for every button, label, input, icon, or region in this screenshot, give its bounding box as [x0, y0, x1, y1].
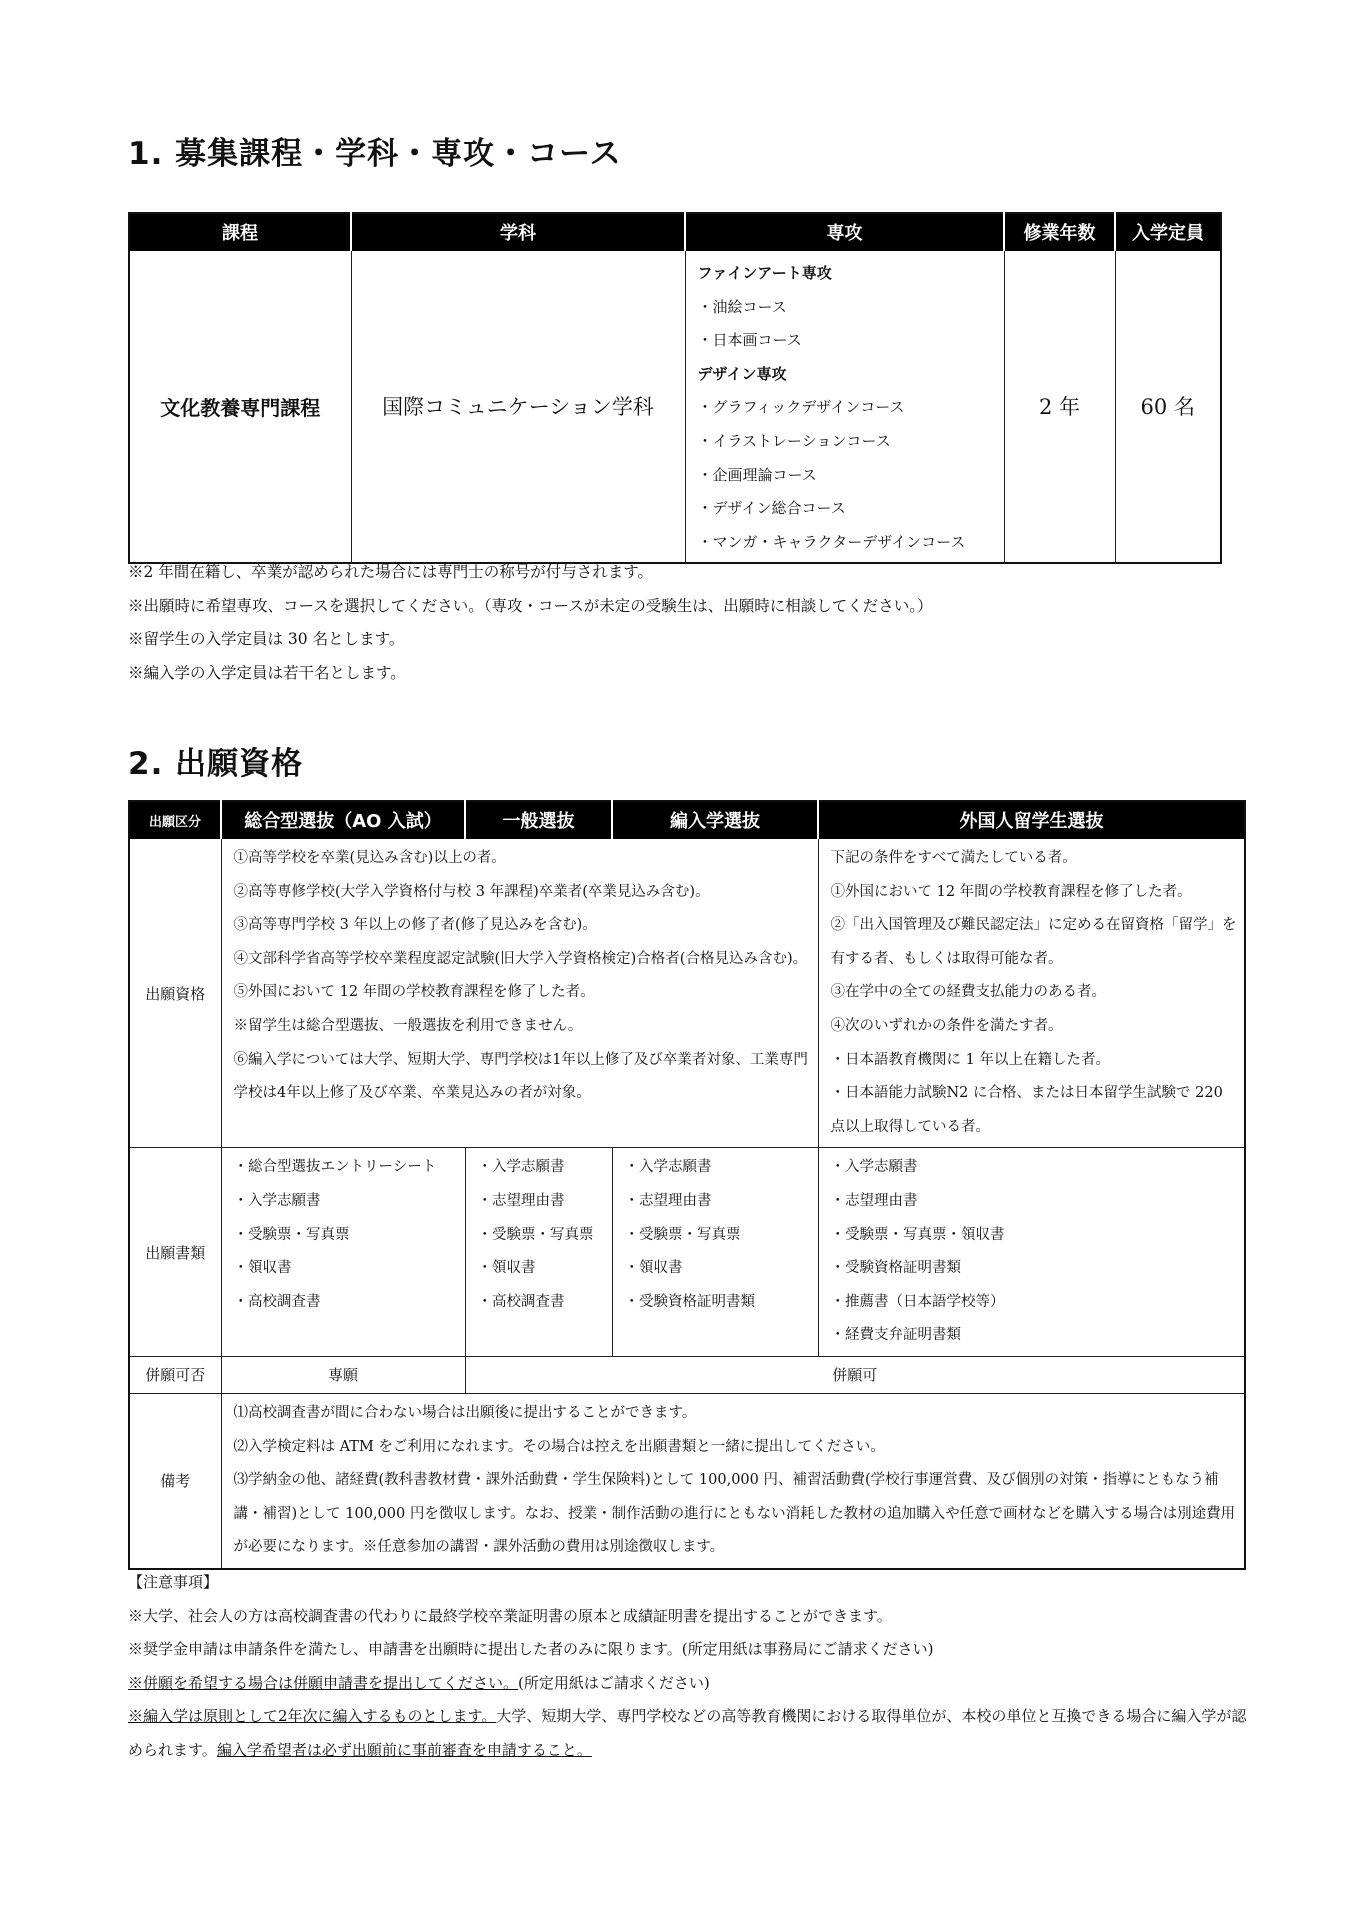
study-years: 2 年 [1004, 251, 1115, 563]
table-row-qualification [129, 839, 1245, 1148]
list-item: 下記の条件をすべて満たしている者。 [830, 850, 1077, 866]
row-label-qualification: 出願資格 [129, 839, 221, 1148]
list-item: ③在学中の全ての経費支払能力のある者。 [830, 984, 1106, 1001]
list-item: ・入学志願書 [233, 1192, 321, 1209]
header-years: 修業年数 [1004, 213, 1115, 251]
list-item: ・高校調査書 [233, 1293, 321, 1310]
major-list [698, 257, 1004, 559]
list-item: ①高等学校を卒業(見込み含む)以上の者。 [233, 850, 506, 866]
course-name: 文化教養専門課程 [129, 251, 351, 563]
section-1-title: 1. 募集課程・学科・専攻・コース [128, 136, 622, 172]
concurrent-ao: 専願 [221, 1356, 465, 1393]
header-department: 学科 [351, 213, 685, 251]
caution-line: ※奨学金申請は申請条件を満たし、申請書を出願時に提出した者のみに限ります。(所定用紙は事務局にご請求ください) [128, 1640, 934, 1659]
header-capacity: 入学定員 [1115, 213, 1221, 251]
list-item: ・経費支弁証明書類 [830, 1327, 961, 1344]
caution-underlined: ※併願を希望する場合は併願申請書を提出してください。 [128, 1673, 519, 1692]
list-item: ⑥編入学については大学、短期大学、専門学校は1年以上修了及び卒業者対象、工業専門学校は4年以上修了及び卒業、卒業見込みの者が対象。 [233, 1051, 808, 1102]
department-name: 国際コミュニケーション学科 [351, 251, 685, 563]
cautions-heading: 【注意事項】 [128, 1573, 219, 1591]
note: ※出願時に希望専攻、コースを選択してください。（専攻・コースが未定の受験生は、出願時に相談してください。） [128, 596, 933, 615]
course-table [128, 212, 1222, 564]
list-item: ・志望理由書 [477, 1192, 565, 1209]
list-item: ・グラフィックデザインコース [697, 398, 905, 417]
table-row [129, 251, 1221, 563]
major-cell [685, 251, 1004, 563]
caution-line [128, 1667, 1248, 1701]
list-item: ・受験票・写真票 [624, 1226, 741, 1243]
header-course: 課程 [129, 213, 351, 251]
qualification-table [128, 800, 1246, 1570]
list-item: ・受験資格証明書類 [830, 1260, 961, 1277]
list-item: ③高等専門学校 3 年以上の修了者(修了見込みを含む)。 [233, 917, 597, 934]
note: ※留学生の入学定員は 30 名とします。 [128, 630, 405, 649]
list-item: ⑶学納金の他、諸経費(教科書教材費・課外活動費・学生保険料)として 100,000 円、補習活動費(学校行事運営費、及び個別の対策・指導にともなう補講・補習)として 100,000 円を徴収します。なお、授業・制作活動の進行にともない消耗した教材の追加購入や任意で画材などを購入する場合は別途費用が必要になります。※任意参加の講習・課外活動の費用は別途徴収します。 [233, 1472, 1236, 1556]
list-item: ②「出入国管理及び難民認定法」に定める在留資格「留学」を有する者、もしくは取得可能な者。 [830, 917, 1237, 967]
caution-line [128, 1700, 1248, 1767]
section-2-title: 2. 出願資格 [128, 746, 304, 782]
header-major: 専攻 [685, 213, 1004, 251]
list-item: ・領収書 [233, 1260, 292, 1277]
table-row-concurrent [129, 1356, 1245, 1393]
list-item: ①外国において 12 年間の学校教育課程を修了した者。 [830, 883, 1192, 900]
list-item: ・入学志願書 [477, 1159, 565, 1176]
header-transfer: 編入学選抜 [612, 801, 818, 839]
major-group-design: デザイン専攻 [697, 364, 787, 383]
list-item: ・受験票・写真票 [233, 1226, 350, 1243]
list-item: ・入学志願書 [830, 1159, 918, 1176]
list-item: ・イラストレーションコース [697, 431, 891, 450]
remarks-content [221, 1393, 1245, 1568]
list-item: ・高校調査書 [477, 1293, 565, 1310]
list-item: ・マンガ・キャラクターデザインコース [697, 532, 966, 551]
caution-line: ※大学、社会人の方は高校調査書の代わりに最終学校卒業証明書の原本と成績証明書を提出することができます。 [128, 1606, 892, 1625]
list-item: ・領収書 [624, 1260, 683, 1277]
qualification-table-header [129, 801, 1245, 839]
caution-text: 大学、短期大学、専門学校などの高等教育機関における取得単位が、本校の単位と互換できる場合に編入学が認められます。 [128, 1707, 1247, 1759]
list-item: ・日本語能力試験N2 に合格、または日本留学生試験で 220 点以上取得している者。 [830, 1085, 1223, 1135]
row-label-documents: 出願書類 [129, 1148, 221, 1357]
list-item: ・推薦書（日本語学校等） [830, 1293, 1005, 1310]
section-1-notes [128, 556, 932, 690]
header-international: 外国人留学生選抜 [818, 801, 1245, 839]
list-item: ・受験票・写真票 [477, 1226, 594, 1243]
documents-ao [221, 1148, 465, 1357]
list-item: ・受験資格証明書類 [624, 1293, 755, 1310]
header-general: 一般選抜 [465, 801, 612, 839]
note: ※2 年間在籍し、卒業が認められた場合には専門士の称号が付与されます。 [128, 563, 654, 581]
list-item: ⑴高校調査書が間に合わない場合は出願後に提出することができます。 [233, 1404, 697, 1421]
caution-underlined: ※編入学は原則として2年次に編入するものとします。 [128, 1707, 497, 1726]
note: ※編入学の入学定員は若干名とします。 [128, 663, 406, 682]
header-category: 出願区分 [129, 801, 221, 839]
caution-underlined: 編入学希望者は必ず出願前に事前審査を申請すること。 [216, 1740, 592, 1759]
list-item: ⑵入学検定料は ATM をご利用になれます。その場合は控えを出願書類と一緒に提出してください。 [233, 1438, 885, 1455]
major-group-fine-art: ファインアート専攻 [697, 264, 832, 282]
table-row-documents [129, 1148, 1245, 1357]
enrollment-capacity: 60 名 [1115, 251, 1221, 563]
list-item: ・総合型選抜エントリーシート [233, 1159, 437, 1176]
row-label-concurrent: 併願可否 [129, 1356, 221, 1393]
list-item: ⑤外国において 12 年間の学校教育課程を修了した者。 [233, 984, 595, 1001]
qualification-international [818, 839, 1245, 1148]
documents-transfer [612, 1148, 818, 1357]
list-item: ※留学生は総合型選抜、一般選抜を利用できません。 [233, 1017, 583, 1034]
list-item: ・油絵コース [697, 297, 787, 316]
list-item: ・領収書 [477, 1260, 536, 1277]
course-table-header [129, 213, 1221, 251]
list-item: ②高等専修学校(大学入学資格付与校 3 年課程)卒業者(卒業見込み含む)。 [233, 883, 710, 900]
list-item: ・日本語教育機関に 1 年以上在籍した者。 [830, 1051, 1110, 1068]
list-item: ・日本画コース [697, 331, 802, 350]
list-item: ・企画理論コース [697, 465, 817, 484]
list-item: ・入学志願書 [624, 1159, 712, 1176]
row-label-remarks: 備考 [129, 1393, 221, 1568]
list-item: ・志望理由書 [830, 1192, 918, 1209]
qualification-domestic [221, 839, 818, 1148]
list-item: ・受験票・写真票・領収書 [830, 1226, 1005, 1243]
header-ao: 総合型選抜（AO 入試） [221, 801, 465, 839]
documents-general [465, 1148, 612, 1357]
table-row-remarks [129, 1393, 1245, 1568]
documents-international [818, 1148, 1245, 1357]
list-item: ④次のいずれかの条件を満たす者。 [830, 1017, 1063, 1034]
concurrent-others: 併願可 [465, 1356, 1245, 1393]
caution-text: (所定用紙はご請求ください) [518, 1673, 710, 1692]
list-item: ④文部科学省高等学校卒業程度認定試験(旧大学入学資格検定)合格者(合格見込み含む)。 [233, 950, 808, 967]
list-item: ・デザイン総合コース [697, 499, 846, 518]
cautions [128, 1566, 1248, 1768]
list-item: ・志望理由書 [624, 1192, 712, 1209]
